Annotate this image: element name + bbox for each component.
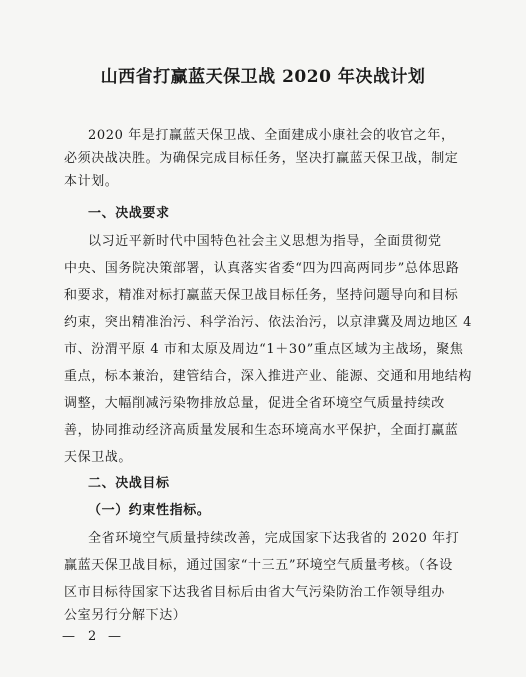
section-heading-goals: 二、决战目标 <box>88 476 170 491</box>
intro-line: 必须决战决胜。为确保完成目标任务，坚决打赢蓝天保卫战，制定 <box>64 151 459 166</box>
paragraph-line: 赢蓝天保卫战目标，通过国家“十三五”环境空气质量考核。（各设 <box>64 558 453 573</box>
intro-line: 2020 年是打赢蓝天保卫战、全面建成小康社会的收官之年， <box>88 128 455 143</box>
paragraph-line: 约束，突出精准治污、科学治污、依法治污，以京津冀及周边地区 4 <box>64 315 473 330</box>
footer-dash-left: — <box>62 629 75 644</box>
paragraph-line: 调整，大幅削减污染物排放总量，促进全省环境空气质量持续改 <box>64 396 445 411</box>
paragraph-line: 公室另行分解下达） <box>64 608 187 623</box>
page-number: 2 <box>88 629 97 644</box>
paragraph-line: 市、汾渭平原 4 市和太原及周边“1＋30”重点区域为主战场，聚焦 <box>64 342 464 357</box>
paragraph-line: 和要求，精准对标打赢蓝天保卫战目标任务，坚持问题导向和目标 <box>64 288 459 303</box>
paragraph-line: 以习近平新时代中国特色社会主义思想为指导，全面贯彻党 <box>88 234 442 249</box>
paragraph-line: 区市目标待国家下达我省目标后由省大气污染防治工作领导组办 <box>64 585 445 600</box>
document-title: 山西省打赢蓝天保卫战 2020 年决战计划 <box>100 67 426 87</box>
footer-dash-right: — <box>108 629 121 644</box>
paragraph-line: 中央、国务院决策部署，认真落实省委“四为四高两同步”总体思路 <box>64 261 460 276</box>
section-heading-requirements: 一、决战要求 <box>88 206 170 221</box>
paragraph-line: 善，协同推动经济高质量发展和生态环境高水平保护，全面打赢蓝 <box>64 423 459 438</box>
intro-line: 本计划。 <box>64 174 119 189</box>
paragraph-line: 天保卫战。 <box>64 450 133 465</box>
subsection-heading-binding-indicators: （一）约束性指标。 <box>88 503 211 518</box>
paragraph-line: 全省环境空气质量持续改善，完成国家下达我省的 2020 年打 <box>88 531 460 546</box>
paragraph-line: 重点，标本兼治，建管结合，深入推进产业、能源、交通和用地结构 <box>64 369 473 384</box>
